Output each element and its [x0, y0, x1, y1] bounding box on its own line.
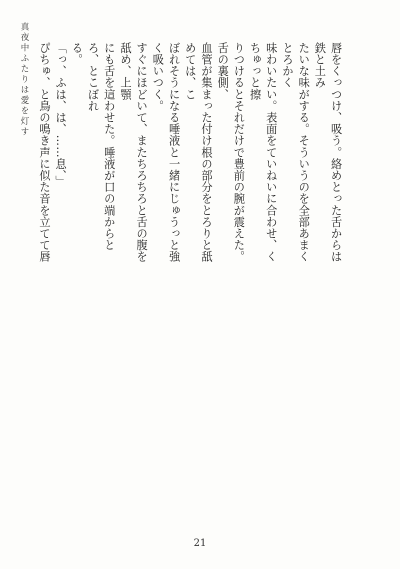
- text-line: すぐにほどいて、またちろちろと舌の腹を舐め、上顎: [118, 42, 149, 263]
- text-line: たいな味がする。そういうのを全部あまくとろかく: [280, 42, 311, 263]
- text-line: ぴちゅ、と鳥の鳴き声に似た音を立てて唇: [37, 42, 51, 263]
- upper-column: [36, 42, 344, 270]
- text-line: 血管が集まった付け根の部分をとろりと舐めては、こ: [183, 42, 213, 263]
- text-line: 「っ、ふは、は、……息、」: [54, 42, 68, 188]
- text-line: 味わいたい。表面をていねいに合わせ、くちゅっと擦: [248, 42, 278, 263]
- text-line: る。: [70, 42, 84, 66]
- body-text: [36, 42, 376, 510]
- text-line: にも舌を這わせた。唾液が口の端からとろ、とこぼれ: [86, 42, 116, 251]
- text-line: ぼれそうになる唾液と一緒にじゅうっと強く吸いつく。: [151, 42, 181, 263]
- page-number: 21: [193, 538, 207, 549]
- text-line: 唇をくっつけ、吸う。絡めとった舌からは鉄と土み: [313, 42, 343, 263]
- text-line: りつけるとそれだけで豊前の腕が震えた。舌の裏側、: [216, 42, 246, 263]
- running-title: 真夜中ふたりは愛を灯す: [19, 22, 29, 138]
